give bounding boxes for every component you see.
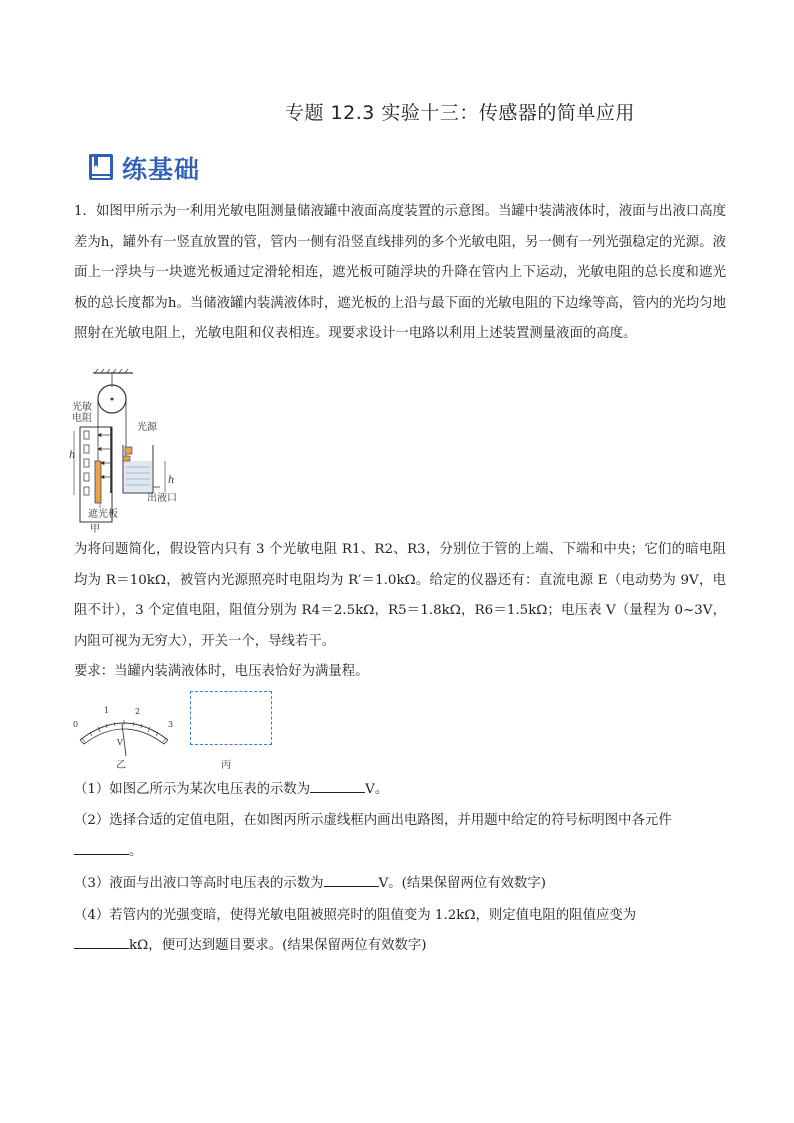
question-intro-text: 如图甲所示为一利用光敏电阻测量储液罐中液面高度装置的示意图。当罐中装满液体时，液面与出液口高度差为h，罐外有一竖直放置的管，管内一侧有沿竖直线排列的多个光敏电阻，另一侧有一列光强稳定的光源。液面上一浮块与一块遮光板通过定滑轮相连，遮光板可随浮块的升降在管内上下运动，光敏电阻的总长度和遮光板的总长度都为h。当储液罐内装满液体时，遮光板的上沿与最下面的光敏电阻的下边缘等高，管内的光均匀地照射在光敏电阻上，光敏电阻和仪表相连。现要求设计一电路以利用上述装置测量液面的高度。 (74, 204, 726, 341)
sub-question-3 (74, 872, 546, 891)
question-number: 1． (74, 204, 96, 219)
figure-yi-caption: 乙 (116, 760, 126, 771)
sub-question-1-text: （1）如图乙所示为某次电压表的示数为 (74, 782, 311, 797)
figure-jia (68, 365, 176, 533)
sub-question-2-answer (74, 840, 142, 859)
question-requirement: 要求：当罐内装满液体时，电压表恰好为满量程。 (74, 664, 369, 679)
sub-question-2-end: 。 (129, 844, 143, 859)
figure-jia-label-h-left: h (69, 450, 76, 461)
voltmeter-tick-3: 3 (168, 720, 174, 729)
figure-jia-label-outlet: 出液口 (147, 493, 177, 504)
figure-jia-label-shield: 遮光板 (88, 509, 118, 520)
section-label: 练基础 (122, 155, 201, 184)
figure-bing-caption: 丙 (221, 760, 231, 771)
sub-question-4: （4）若管内的光强变暗，使得光敏电阻被照亮时的阻值变为 1.2kΩ，则定值电阻的阻值应变为 (74, 908, 637, 923)
figure-jia-caption: 甲 (90, 524, 100, 535)
answer-blank-2[interactable] (74, 842, 129, 855)
figure-yi-voltmeter (70, 702, 182, 762)
sub-question-3-text: （3）液面与出液口等高时电压表的示数为 (74, 876, 324, 891)
section-header (88, 150, 200, 186)
voltmeter-unit: V (117, 738, 123, 747)
voltmeter-tick-1: 1 (104, 706, 110, 715)
figure-jia-label-light: 光源 (137, 422, 157, 433)
answer-blank-4[interactable] (74, 936, 129, 949)
answer-blank-3[interactable] (324, 874, 379, 887)
sub-question-4-answer (74, 934, 426, 953)
sub-question-3-unit: V。(结果保留两位有效数字) (378, 876, 546, 891)
sub-question-1-unit: V。 (365, 782, 389, 797)
book-icon (88, 153, 116, 183)
figure-bing-answer-box[interactable] (190, 691, 272, 745)
figure-jia-label-h-right: h (168, 475, 175, 486)
question-intro (74, 197, 726, 350)
voltmeter-tick-0: 0 (73, 720, 79, 729)
question-simplify: 为将问题简化，假设管内只有 3 个光敏电阻 R1、R2、R3，分别位于管的上端、下端和中央；它们的暗电阻均为 R＝10kΩ，被管内光源照亮时电阻均为 R′＝1.0kΩ。给定的仪器还有：直流电源 E（电动势为 9V，电阻不计），3 个定值电阻，阻值分别为 R4＝2.5kΩ，R5＝1.8kΩ，R6＝1.5kΩ；电压表 V（量程为 0~3V，内阻可视为无穷大），开关一个，导线若干。 (74, 542, 726, 649)
figure-jia-label-photo-1: 光敏 (72, 402, 92, 413)
answer-blank-1[interactable] (310, 780, 365, 793)
voltmeter-tick-2: 2 (135, 707, 141, 716)
sub-question-4-unit: kΩ，便可达到题目要求。(结果保留两位有效数字) (129, 938, 427, 953)
page-title: 专题 12.3 实验十三：传感器的简单应用 (285, 102, 635, 124)
sub-question-2: （2）选择合适的定值电阻，在如图丙所示虚线框内画出电路图，并用题中给定的符号标明图中各元件 (74, 813, 672, 828)
figure-jia-label-photo-2: 电阻 (72, 413, 92, 424)
sub-question-1 (74, 778, 388, 797)
